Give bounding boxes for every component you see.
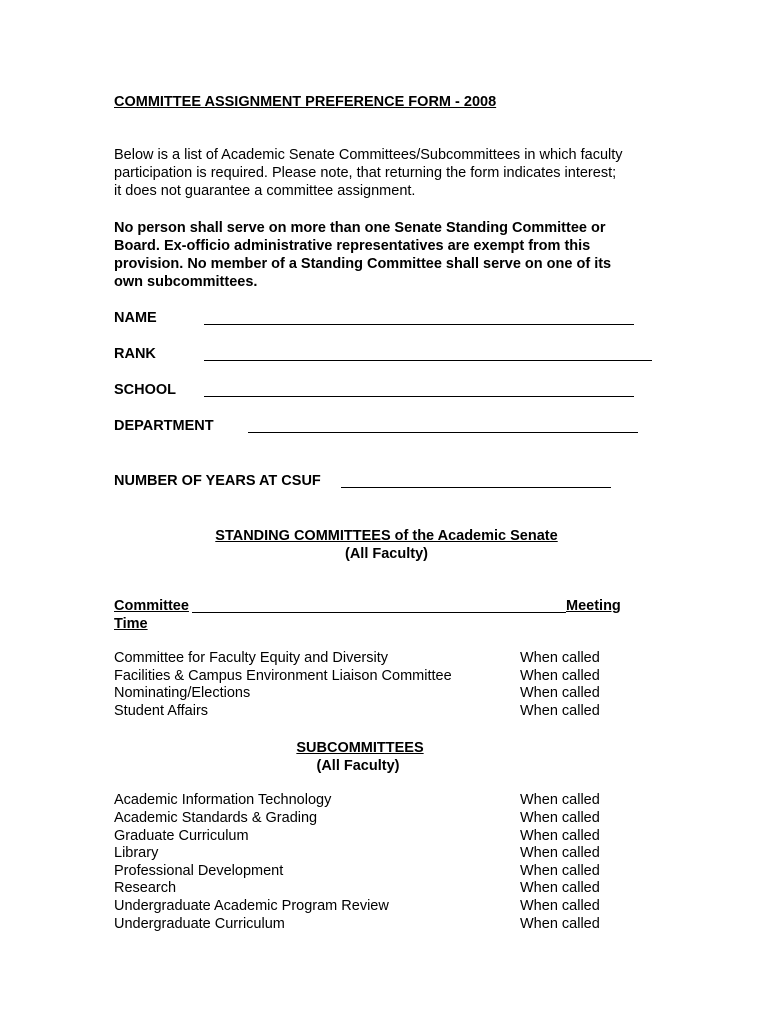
list-item bbox=[114, 650, 674, 668]
meeting-time: When called bbox=[520, 915, 600, 932]
rule-line: own subcommittees. bbox=[114, 274, 258, 290]
school-label: SCHOOL bbox=[114, 382, 177, 398]
meeting-time: When called bbox=[520, 897, 600, 914]
committee-name: Graduate Curriculum bbox=[114, 827, 249, 844]
standing-heading-block bbox=[114, 527, 659, 563]
committee-name: Research bbox=[114, 880, 177, 897]
list-item bbox=[114, 810, 674, 828]
meeting-time: When called bbox=[520, 845, 600, 862]
committee-name: Undergraduate Academic Program Review bbox=[114, 897, 389, 914]
name-field bbox=[114, 309, 674, 327]
rule-line: provision. No member of a Standing Committee shall serve on one of its bbox=[114, 256, 612, 272]
meeting-time: When called bbox=[520, 702, 600, 719]
department-field bbox=[114, 417, 674, 435]
standing-committee-list bbox=[114, 650, 674, 720]
list-item bbox=[114, 845, 674, 863]
list-item bbox=[114, 792, 674, 810]
school-input-line[interactable] bbox=[204, 396, 634, 397]
name-label: NAME bbox=[114, 310, 157, 326]
rank-input-line[interactable] bbox=[204, 360, 652, 361]
meeting-time: When called bbox=[520, 827, 600, 844]
committee-name: Academic Information Technology bbox=[114, 792, 332, 809]
subcommittees-heading: SUBCOMMITTEES bbox=[296, 740, 424, 757]
committee-name: Professional Development bbox=[114, 862, 284, 879]
meeting-time: When called bbox=[520, 685, 600, 702]
list-item bbox=[114, 828, 674, 846]
committee-name: Nominating/Elections bbox=[114, 685, 251, 702]
column-header bbox=[114, 597, 674, 633]
years-input-line[interactable] bbox=[341, 487, 611, 488]
name-input-line[interactable] bbox=[204, 324, 634, 325]
subcommittees-subheading: (All Faculty) bbox=[316, 758, 400, 775]
department-input-line[interactable] bbox=[248, 432, 638, 433]
meeting-time: When called bbox=[520, 880, 600, 897]
subcommittee-list bbox=[114, 792, 674, 933]
list-item bbox=[114, 668, 674, 686]
intro-paragraph bbox=[114, 146, 674, 200]
intro-line: Below is a list of Academic Senate Committees/Subcommittees in which faculty bbox=[114, 147, 623, 163]
form-title: COMMITTEE ASSIGNMENT PREFERENCE FORM - 2008 bbox=[114, 94, 497, 110]
department-label: DEPARTMENT bbox=[114, 418, 214, 434]
column-time: Time bbox=[114, 616, 148, 632]
list-item bbox=[114, 863, 674, 881]
standing-subheading: (All Faculty) bbox=[345, 546, 428, 562]
committee-name: Academic Standards & Grading bbox=[114, 809, 318, 826]
meeting-time: When called bbox=[520, 667, 600, 684]
rule-paragraph bbox=[114, 219, 674, 291]
form-page bbox=[114, 93, 674, 933]
committee-name: Facilities & Campus Environment Liaison Committee bbox=[114, 667, 452, 684]
list-item bbox=[114, 880, 674, 898]
committee-name: Committee for Faculty Equity and Diversity bbox=[114, 650, 388, 666]
years-label: NUMBER OF YEARS AT CSUF bbox=[114, 473, 321, 489]
intro-line: it does not guarantee a committee assignment. bbox=[114, 183, 416, 199]
list-item bbox=[114, 685, 674, 703]
column-committee: Committee bbox=[114, 598, 189, 614]
list-item bbox=[114, 703, 674, 721]
intro-line: participation is required. Please note, that returning the form indicates interest; bbox=[114, 165, 617, 181]
subcommittees-heading-block bbox=[114, 739, 606, 775]
meeting-time: When called bbox=[520, 650, 600, 666]
list-item bbox=[114, 898, 674, 916]
school-field bbox=[114, 381, 674, 399]
column-meeting: Meeting bbox=[566, 598, 621, 614]
rank-field bbox=[114, 345, 674, 363]
committee-name: Library bbox=[114, 845, 159, 862]
column-underline bbox=[192, 612, 566, 613]
rule-line: Board. Ex-officio administrative representatives are exempt from this bbox=[114, 238, 591, 254]
meeting-time: When called bbox=[520, 809, 600, 826]
list-item bbox=[114, 916, 674, 934]
rank-label: RANK bbox=[114, 346, 156, 362]
meeting-time: When called bbox=[520, 862, 600, 879]
committee-name: Student Affairs bbox=[114, 702, 209, 719]
standing-heading: STANDING COMMITTEES of the Academic Senate bbox=[215, 528, 558, 544]
years-field bbox=[114, 472, 674, 490]
committee-name: Undergraduate Curriculum bbox=[114, 915, 285, 932]
meeting-time: When called bbox=[520, 792, 600, 809]
rule-line: No person shall serve on more than one Senate Standing Committee or bbox=[114, 220, 606, 236]
